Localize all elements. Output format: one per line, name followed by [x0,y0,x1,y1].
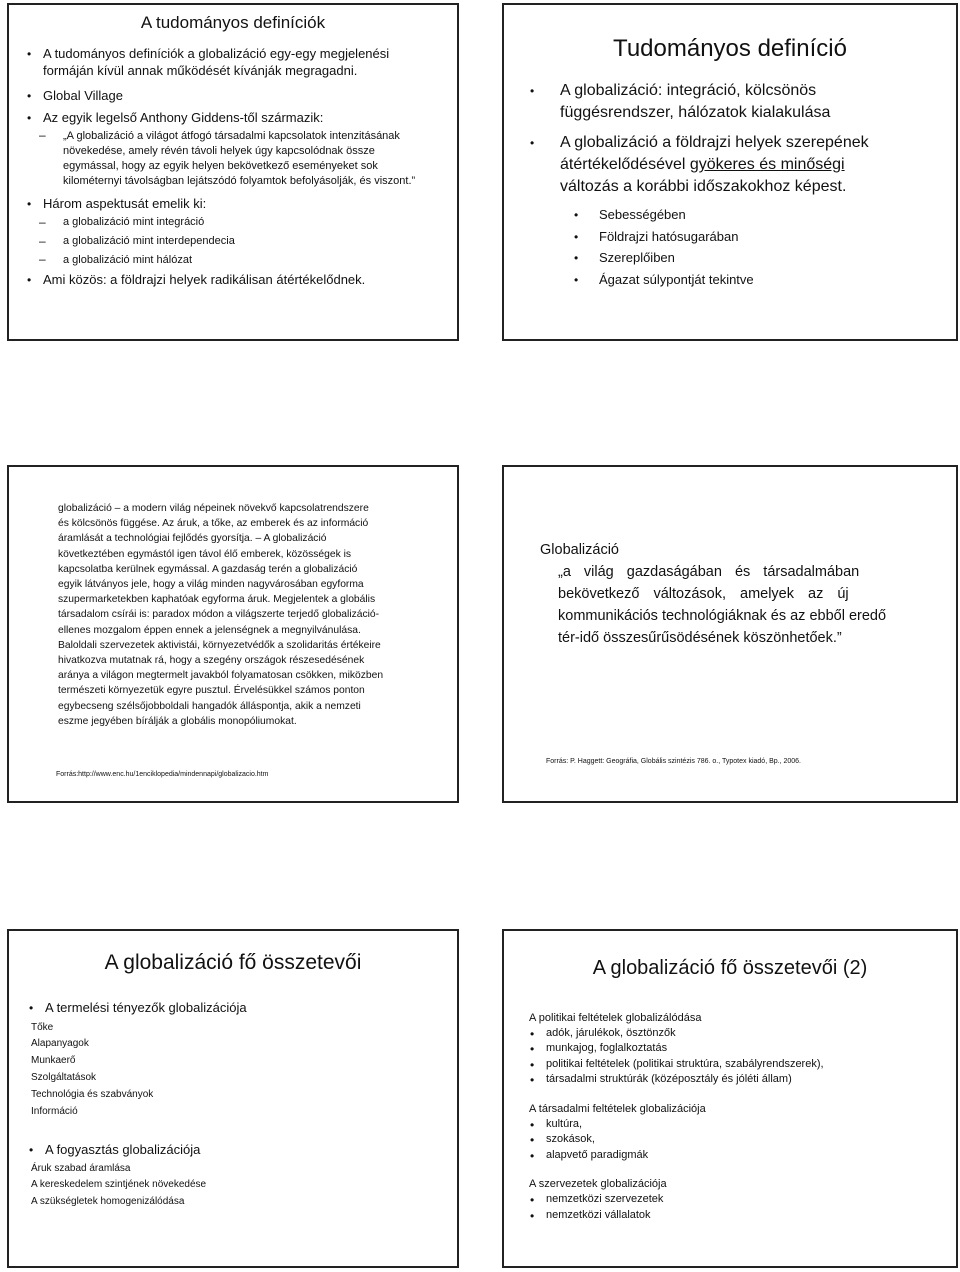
list-item: alapvető paradigmák [546,1149,649,1161]
list-item: nemzetközi vállalatok [546,1209,651,1221]
bullet-text: formáján kívül annak működését kívánják megragadni. [43,63,358,78]
dash-icon: – [39,128,46,142]
sub-item: Földrajzi hatósugarában [599,229,739,244]
slide-6 [502,929,958,1268]
list-item: Munkaerő [31,1055,76,1066]
bullet-icon: • [530,1149,535,1163]
list-item: Alapanyagok [31,1038,89,1049]
underlined-text: gyökeres és minőségi [689,156,845,173]
bullet-text: A tudományos definíciók a globalizáció egy-egy megjelenési [43,46,390,61]
sub-item: a globalizáció mint integráció [63,216,205,228]
dash-icon: – [39,215,46,229]
list-item: A szükségletek homogenizálódása [31,1196,185,1207]
bullet-icon: • [574,230,579,244]
section-heading: A termelési tényezők globalizációja [45,1000,247,1015]
list-item: Információ [31,1106,78,1117]
text-line: egyik látványos jele, hogy a világ minden nagyvárosában egyforma [58,579,364,590]
sub-item: Ágazat súlypontját tekintve [599,272,754,287]
text-line: eszme jegyében bírálják a globális monopóliumokat. [58,715,297,727]
definition-heading: Globalizáció [540,542,619,558]
slide-4 [502,465,958,803]
bullet-text: Global Village [43,88,123,103]
bullet-icon: • [27,47,32,61]
bullet-text: Ami közös: a földrajzi helyek radikálisan átértékelődnek. [43,272,366,287]
group-heading: A szervezetek globalizációja [529,1178,667,1190]
sub-item: a globalizáció mint hálózat [63,254,193,266]
slide-2 [502,3,958,341]
bullet-icon: • [530,1193,535,1207]
slide-title: A tudományos definíciók [140,13,326,32]
bullet-icon: • [530,1058,535,1072]
text-line: következtében egymástól igen távol élő emberek, közösségek is [58,548,352,560]
text-line: „a világ gazdaságában és társadalmában [558,564,860,580]
text-line: hivatkozva mutatnak rá, hogy a szegény országok részesedésének [58,655,365,666]
list-item: Technológia és szabványok [31,1089,154,1100]
list-item: Tőke [31,1022,54,1033]
slide-5 [7,929,459,1268]
list-item: politikai feltételek (politikai struktúra, szabályrendszerek), [546,1058,824,1070]
bullet-icon: • [574,208,579,222]
list-item: munkajog, foglalkoztatás [546,1042,668,1054]
dash-icon: – [39,234,46,248]
quote-line: növekedése, amely révén távoli helyek úgy kapcsolódnak össze [63,145,375,157]
slide-1 [7,3,459,341]
bullet-text [560,154,845,176]
dash-icon: – [39,252,46,266]
text-line: szupermarketekben kaphatóak egyforma áruk. Megjelentek a globális [58,594,376,606]
source-note: Forrás: P. Haggett: Geográfia, Globális szintézis 786. o., Typotex kiadó, Bp., 2006. [546,758,801,765]
text-line: ellenes mozgalom éppen ennek a jelenségnek a megnyilvánulása. [58,624,361,636]
bullet-icon: • [530,1073,535,1087]
section-heading: A fogyasztás globalizációja [45,1142,201,1157]
bullet-icon: • [27,111,32,125]
text-line: kapcsolatba kerülnek egymással. A gazdaság terén a globalizáció [58,563,358,575]
quote-line: kilométernyi távolságban lejátszódó folyamtok befolyásolják, és viszont.” [63,175,416,187]
text-line: bekövetkező változások, amelyek az új [558,586,849,602]
bullet-icon: • [27,197,32,211]
text-line: és kölcsönös függése. Az áruk, a tőke, az emberek és az információ [58,518,369,530]
bullet-text: függésrendszer, hálózatok kialakulása [560,104,831,121]
bullet-text-part: átértékelődésével [560,156,690,173]
quote-line: egymással, hogy az egyik helyen bekövetkező eseményeket sok [63,160,378,172]
text-line: egybecseng szélsőjobboldali hangadók álláspontja, akik a nemzeti [58,700,361,712]
list-item: A kereskedelem szintjének növekedése [31,1179,207,1190]
quote-line: „A globalizáció a világot átfogó társadalmi kapcsolatok intenzitásának [63,130,400,142]
text-line: aránya a világon megtermelt javakból folyamatosan csökken, miközben [58,670,384,682]
text-line: globalizáció – a modern világ népeinek növekvő kapcsolatrendszere [58,503,369,514]
bullet-text: Az egyik legelső Anthony Giddens-től származik: [43,110,324,125]
slide-3 [7,465,459,803]
list-item: nemzetközi szervezetek [546,1193,664,1205]
list-item: szokások, [546,1133,595,1145]
source-note: Forrás:http://www.enc.hu/1enciklopedia/mindennapi/globalizacio.htm [56,771,269,778]
list-item: adók, járulékok, ösztönzők [546,1027,676,1039]
bullet-icon: • [530,1118,535,1132]
bullet-icon: • [530,1042,535,1056]
bullet-icon: • [530,84,535,98]
bullet-icon: • [27,89,32,103]
bullet-icon: • [574,273,579,287]
bullet-text: A globalizáció a földrajzi helyek szerepének [560,134,869,151]
text-line: természeti környezetük egyre pusztul. Érvelésükkel számos ponton [58,685,365,697]
bullet-text: változás a korábbi időszakokhoz képest. [560,178,847,195]
slide-title: Tudományos definíció [613,35,847,62]
group-heading: A politikai feltételek globalizálódása [529,1012,702,1024]
slide-title: A globalizáció fő összetevői [104,951,362,974]
text-line: Baloldali szervezetek aktivistái, környezetvédők a szolidaritás értékeire [58,639,381,651]
bullet-icon: • [29,1143,34,1157]
bullet-icon: • [27,273,32,287]
sub-item: Sebességében [599,207,686,222]
text-line: kommunikációs technológiáknak és az ebből eredő [558,608,887,624]
bullet-icon: • [530,1027,535,1041]
bullet-text: A globalizáció: integráció, kölcsönös [560,82,817,99]
list-item: Szolgáltatások [31,1072,97,1083]
list-item: társadalmi struktúrák (középosztály és jóléti állam) [546,1073,792,1085]
sub-item: a globalizáció mint interdependecia [63,235,235,247]
text-line: tér-idő összesűrűsödésének köszönhetőek.” [558,630,842,646]
bullet-text: Három aspektusát emelik ki: [43,196,207,211]
bullet-icon: • [530,1133,535,1147]
slide-title: A globalizáció fő összetevői (2) [592,957,868,979]
list-item: kultúra, [546,1118,583,1130]
bullet-icon: • [530,1209,535,1223]
list-item: Áruk szabad áramlása [31,1163,131,1174]
sub-item: Szereplőiben [599,250,675,265]
bullet-icon: • [29,1001,34,1015]
bullet-icon: • [530,136,535,150]
bullet-icon: • [574,251,579,265]
group-heading: A társadalmi feltételek globalizációja [529,1103,706,1115]
text-line: áramlását a technológiai fejlődés gyorsítja. – A globalizáció [58,533,327,545]
text-line: társadalom csírái is: paradox módon a világszerte terjedő globalizáció- [58,609,380,621]
